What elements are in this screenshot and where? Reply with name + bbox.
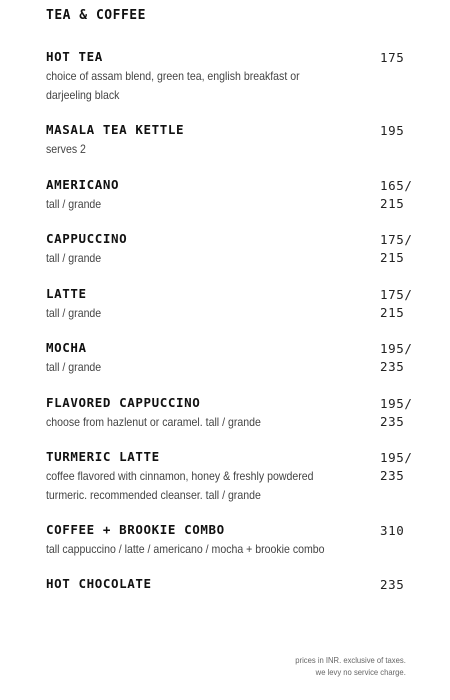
item-name: CAPPUCCINO — [46, 231, 128, 246]
item-price: 175 — [380, 50, 405, 65]
footer-note-line: we levy no service charge. — [315, 667, 406, 677]
item-price: 310 — [380, 523, 405, 538]
section-title: TEA & COFFEE — [46, 8, 146, 23]
footer-note — [295, 654, 406, 678]
footer-note-line: prices in INR. exclusive of taxes. — [295, 655, 406, 665]
item-description: tall / grande — [46, 197, 102, 211]
item-price: 175/ 215 — [380, 287, 413, 320]
item-description: choice of assam blend, green tea, english breakfast or darjeeling black — [46, 69, 300, 102]
item-price: 195 — [380, 123, 405, 138]
item-description: tall / grande — [46, 251, 102, 265]
item-price: 195/ 235 — [380, 341, 413, 374]
item-name: HOT CHOCOLATE — [46, 576, 152, 591]
item-name: HOT TEA — [46, 49, 103, 64]
item-name: MASALA TEA KETTLE — [46, 122, 185, 137]
item-description: serves 2 — [46, 142, 86, 156]
item-price: 165/ 215 — [380, 178, 413, 211]
item-name: AMERICANO — [46, 177, 120, 192]
item-description: tall / grande — [46, 306, 102, 320]
item-name: MOCHA — [46, 340, 87, 355]
item-name: TURMERIC LATTE — [46, 449, 160, 464]
item-description: choose from hazlenut or caramel. tall / grande — [46, 415, 261, 429]
item-price: 235 — [380, 577, 405, 592]
item-name: FLAVORED CAPPUCCINO — [46, 395, 201, 410]
item-price: 195/ 235 — [380, 450, 413, 483]
item-description: tall / grande — [46, 360, 102, 374]
item-name: COFFEE + BROOKIE COMBO — [46, 522, 225, 537]
item-price: 175/ 215 — [380, 232, 413, 265]
item-description: tall cappuccino / latte / americano / mocha + brookie combo — [46, 542, 325, 556]
item-price: 195/ 235 — [380, 396, 413, 429]
item-description: coffee flavored with cinnamon, honey & freshly powdered turmeric. recommended cleanser. tall / grande — [46, 469, 314, 502]
item-name: LATTE — [46, 286, 87, 301]
